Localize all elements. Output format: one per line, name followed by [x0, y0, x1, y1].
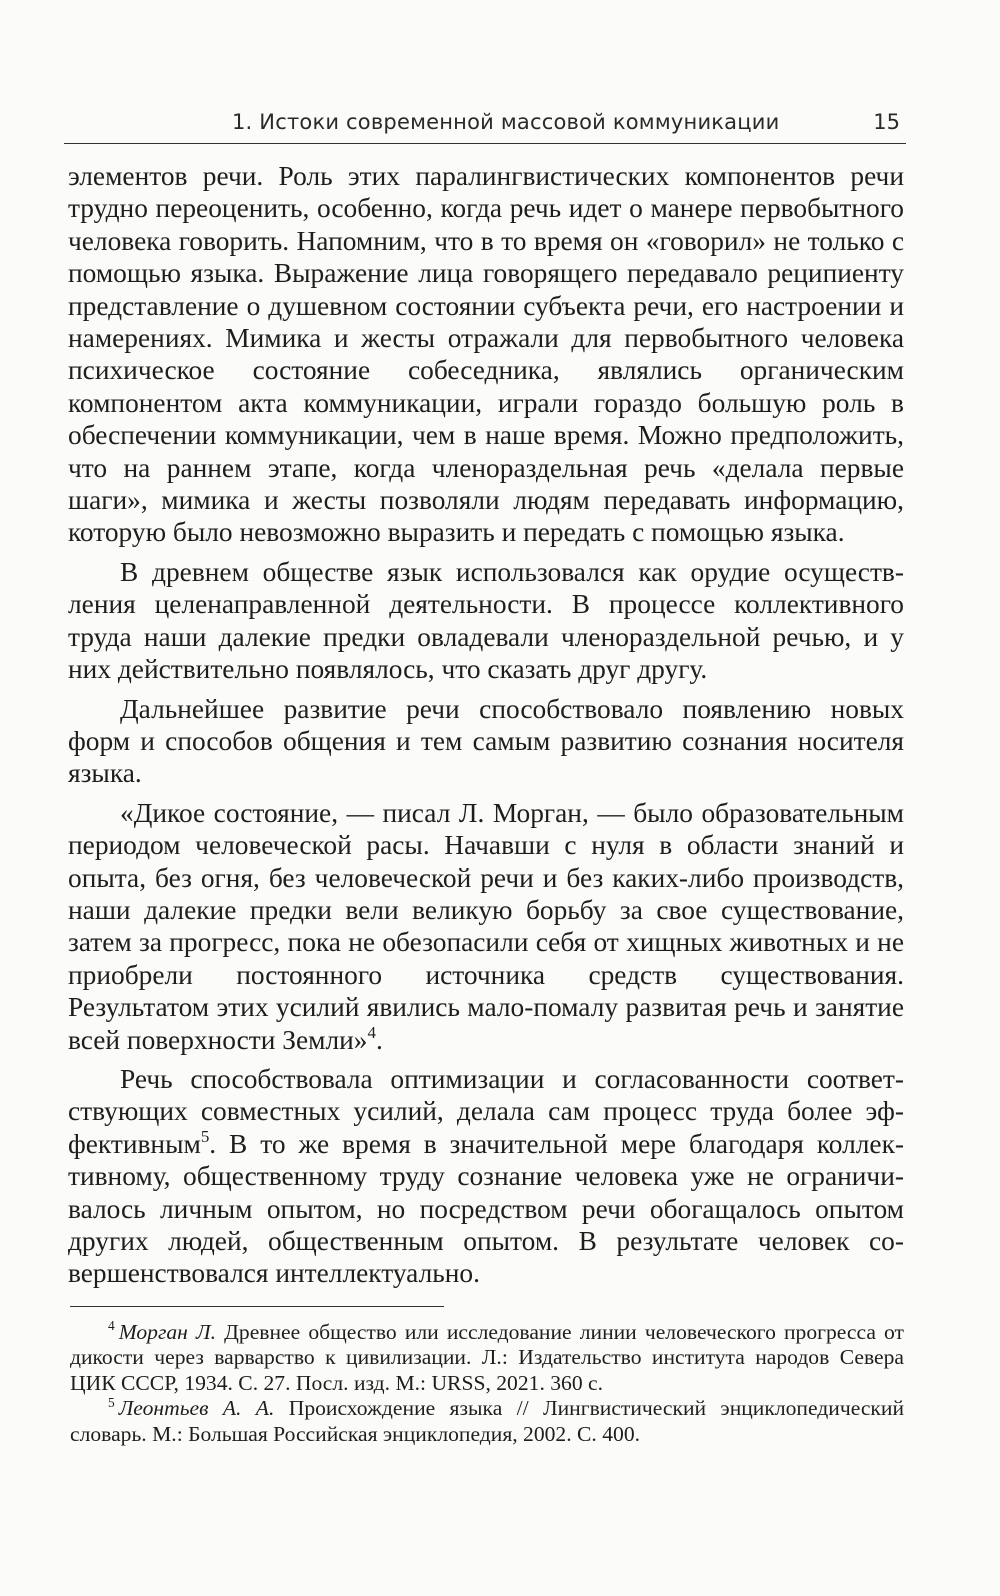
paragraph [68, 1063, 904, 1290]
footnote-number: 4 [108, 1318, 115, 1334]
paragraph-text: элементов речи. Роль этих паралингвистических компонентов речи трудно переоценить, особенно, когда речь идет о манере первобытного человека говорить. Напомним, что в то время он «говорил» не только с помощью языка. Выражение лица говорящего передавало реципиенту представление о душевном состоянии субъекта речи, его настроении и намерениях. Мимика и жесты отражали для первобытного человека психическое состояние собеседника, являлись органическим компонентом акта коммуникации, играли гораздо большую роль в обеспечении коммуникации, чем в наше время. Можно предположить, что на раннем этапе, когда членораздельная речь «делала первые шаги», мимика и жесты позволяли людям передавать информацию, которую было невозможно выразить и передать с помощью языка. [68, 161, 904, 548]
paragraph [68, 160, 904, 549]
paragraph-text: «Дикое состояние, — писал Л. Морган, — было образовательным периодом человеческой расы. Начавши с нуля в области знаний и опыта, без огня, без человеческой речи и без каких-либо производств, наши далекие предки вели великую борьбу за свое существование, затем за прогресс, пока не обезопасили себя от хищных животных и не приобрели постоянного источника средств существования. Результатом этих усилий явились мало-помалу развитая речь и занятие всей поверхности Земли» [68, 797, 904, 1055]
footnote-rule [70, 1306, 444, 1307]
footnote-author: Морган Л. [118, 1320, 217, 1344]
footnotes [70, 1320, 904, 1447]
chapter-title: 1. Истоки современной массовой коммуникации [232, 110, 780, 134]
header-rule [64, 143, 906, 144]
footnote-text: Происхождение языка // Лингвистический энциклопедический словарь. М.: Большая Российская энциклопедия, 2002. С. 400. [70, 1396, 905, 1446]
paragraph-text: В древнем обществе язык использовался как орудие осуществления целенаправленной деятельности. В процессе коллективного труда наши далекие предки овладевали членораздельной речью, и у них действительно появлялось, что сказать друг другу. [68, 556, 904, 685]
paragraph [68, 693, 904, 790]
footnote-author: Леонтьев А. А. [118, 1396, 275, 1421]
footnote-text: Древнее общество или исследование линии человеческого прогресса от дикости через варварство к цивилизации. Л.: Издательство института народов Севера ЦИК СССР, 1934. С. 27. Посл. изд. М.: URSS, 2021. 360 с. [70, 1320, 904, 1395]
running-head [64, 108, 906, 144]
paragraph [68, 797, 904, 1056]
paragraph-text: Дальнейшее развитие речи способствовало появлению новых форм и способов общения и тем самым развитию сознания носителя языка. [68, 693, 904, 789]
footnote-ref[interactable]: 4 [367, 1022, 376, 1042]
footnote [70, 1396, 904, 1447]
footnote-ref[interactable]: 5 [200, 1126, 210, 1146]
footnote [70, 1320, 904, 1396]
footnote-number: 5 [108, 1394, 115, 1410]
paragraph [68, 556, 904, 686]
main-text [68, 160, 904, 1297]
paragraph-text: Речь способствовала оптимизации и согласованности соответствующих совместных усилий, делала сам процесс труда более эффективным [68, 1063, 904, 1159]
paragraph-text-tail: . [376, 1024, 383, 1055]
page-number: 15 [873, 110, 900, 134]
paragraph-text-tail: . В то же время в значительной мере благодаря коллективному, общественному труду сознание человека уже не ограничивалось личным опытом, но посредством речи обогащалось опытом других людей, общественным опытом. В результате человек совершенствовался интеллектуально. [68, 1128, 904, 1289]
